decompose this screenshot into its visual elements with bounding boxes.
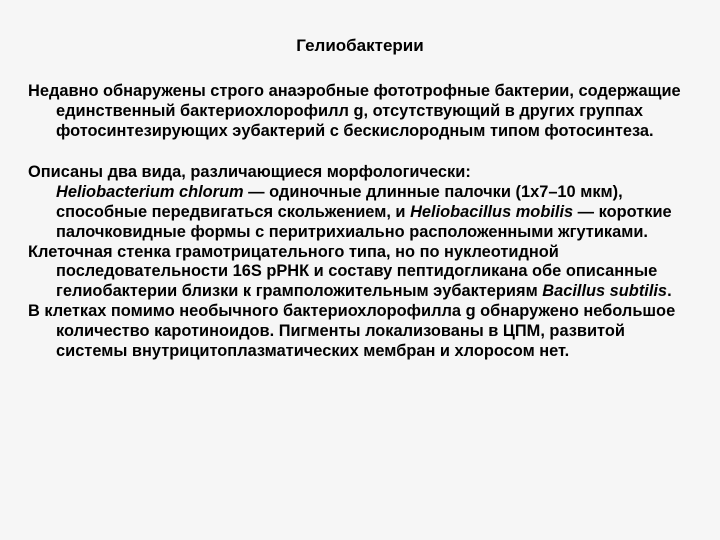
species-desc-heliobacterium: — одиночные длинные палочки (1х7–10 мкм), способные передвигаться скольжением, и [56,183,623,221]
slide-title: Гелиобактерии [296,36,424,55]
paragraph-pigments: В клетках помимо необычного бактериохлорофилла g обнаружено небольшое количество каротиноидов. Пигменты локализованы в ЦПМ, развитой системы внутрицитоплазматических мембран и хлоросом нет. [28,301,676,360]
cell-wall-end: . [667,282,672,301]
species-desc-heliobacillus: — короткие палочковидные формы с перитрихиально расположенными жгутиками. [56,202,672,241]
paragraph-discovery: Недавно обнаружены строго анаэробные фототрофные бактерии, содержащие единственный бактериохлорофилл g, отсутствующий в других группах фотосинтезирующих эубактерий с бескислородным типом фотосинтеза. [28,82,681,140]
species-name-heliobacterium: Heliobacterium chlorum [56,183,244,202]
species-name-heliobacillus: Heliobacillus mobilis [410,202,574,221]
paragraph-species [28,163,683,242]
species-intro: Описаны два вида, различающиеся морфологически: [28,163,471,182]
slide-body [28,82,683,361]
species-name-bacillus: Bacillus subtilis [542,282,668,301]
paragraph-cell-wall [28,243,683,302]
cell-wall-text: Клеточная стенка грамотрицательного типа, но по нуклеотидной последовательности 16S рРНК и составу пептидогликана обе описанные гелиобактерии близки к грамположительным эубактериям [28,242,658,301]
